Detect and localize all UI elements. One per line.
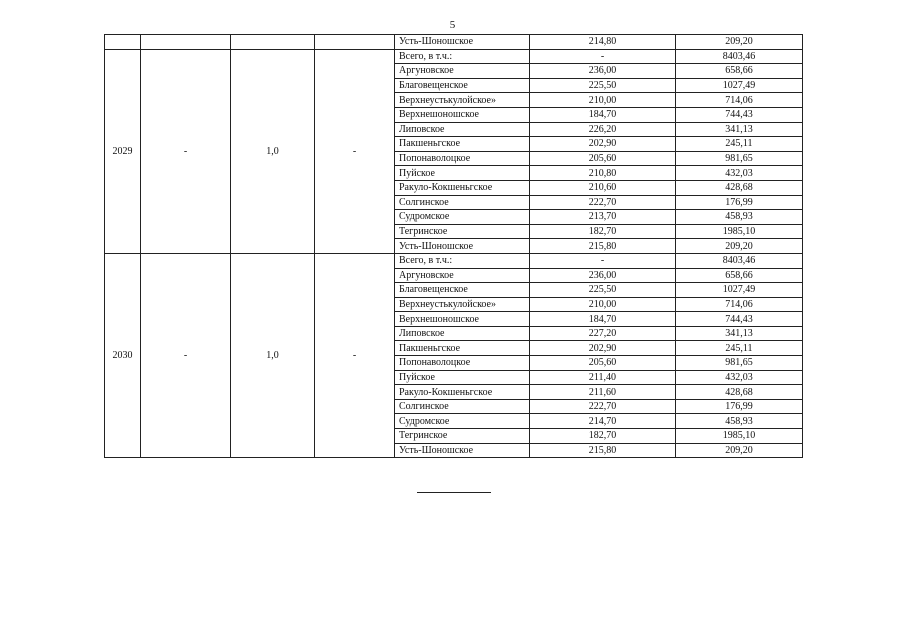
year-cell xyxy=(105,35,141,50)
settlement-name-cell: Пакшеньгское xyxy=(395,137,530,152)
settlement-name-cell: Пуйское xyxy=(395,166,530,181)
settlement-name-cell: Верхнешоношское xyxy=(395,107,530,122)
value2-cell: 176,99 xyxy=(676,399,803,414)
col3-cell: 1,0 xyxy=(231,253,315,457)
value1-cell: - xyxy=(530,253,676,268)
value1-cell: 211,60 xyxy=(530,385,676,400)
value2-cell: 458,93 xyxy=(676,414,803,429)
value2-cell: 714,06 xyxy=(676,297,803,312)
value2-cell: 744,43 xyxy=(676,107,803,122)
cell-col3 xyxy=(231,35,315,50)
value1-cell: 202,90 xyxy=(530,137,676,152)
value2-cell: 8403,46 xyxy=(676,49,803,64)
settlement-name-cell: Верхнеустькулойское» xyxy=(395,93,530,108)
value2-cell: 209,20 xyxy=(676,443,803,458)
settlement-name-cell: Благовещенское xyxy=(395,283,530,298)
value1-cell: 214,80 xyxy=(530,35,676,50)
settlement-name-cell: Благовещенское xyxy=(395,78,530,93)
value2-cell: 245,11 xyxy=(676,137,803,152)
year-cell: 2029 xyxy=(105,49,141,253)
value2-cell: 981,65 xyxy=(676,151,803,166)
value2-cell: 744,43 xyxy=(676,312,803,327)
col2-cell: - xyxy=(141,253,231,457)
value1-cell: 225,50 xyxy=(530,283,676,298)
value1-cell: 227,20 xyxy=(530,326,676,341)
settlement-name-cell: Аргуновское xyxy=(395,64,530,79)
value2-cell: 981,65 xyxy=(676,356,803,371)
value2-cell: 458,93 xyxy=(676,210,803,225)
table-body xyxy=(105,35,803,458)
settlement-name-cell: Ракуло-Кокшеньгское xyxy=(395,180,530,195)
value1-cell: 215,80 xyxy=(530,443,676,458)
settlement-name-cell: Верхнеустькулойское» xyxy=(395,297,530,312)
table-row xyxy=(105,49,803,64)
col2-cell: - xyxy=(141,49,231,253)
value2-cell: 1985,10 xyxy=(676,224,803,239)
value2-cell: 1985,10 xyxy=(676,429,803,444)
settlement-name-cell: Тегринское xyxy=(395,224,530,239)
settlement-name-cell: Усть-Шоношское xyxy=(395,239,530,254)
col4-cell: - xyxy=(315,253,395,457)
value1-cell: 236,00 xyxy=(530,268,676,283)
value1-cell: 182,70 xyxy=(530,429,676,444)
data-table xyxy=(104,34,803,458)
value1-cell: 210,60 xyxy=(530,180,676,195)
value1-cell: 211,40 xyxy=(530,370,676,385)
value1-cell: 225,50 xyxy=(530,78,676,93)
settlement-name-cell: Всего, в т.ч.: xyxy=(395,49,530,64)
settlement-name-cell: Судромское xyxy=(395,414,530,429)
value1-cell: 182,70 xyxy=(530,224,676,239)
settlement-name-cell: Солгинское xyxy=(395,195,530,210)
value1-cell: 205,60 xyxy=(530,151,676,166)
value2-cell: 341,13 xyxy=(676,122,803,137)
cell-col4 xyxy=(315,35,395,50)
year-cell: 2030 xyxy=(105,253,141,457)
settlement-name-cell: Усть-Шоношское xyxy=(395,35,530,50)
value2-cell: 1027,49 xyxy=(676,283,803,298)
value2-cell: 8403,46 xyxy=(676,253,803,268)
table-row xyxy=(105,253,803,268)
cell-col2 xyxy=(141,35,231,50)
value2-cell: 176,99 xyxy=(676,195,803,210)
value2-cell: 341,13 xyxy=(676,326,803,341)
col4-cell: - xyxy=(315,49,395,253)
value1-cell: 226,20 xyxy=(530,122,676,137)
settlement-name-cell: Аргуновское xyxy=(395,268,530,283)
value2-cell: 432,03 xyxy=(676,166,803,181)
settlement-name-cell: Тегринское xyxy=(395,429,530,444)
value1-cell: 205,60 xyxy=(530,356,676,371)
table-row xyxy=(105,35,803,50)
value1-cell: 215,80 xyxy=(530,239,676,254)
settlement-name-cell: Пуйское xyxy=(395,370,530,385)
value2-cell: 1027,49 xyxy=(676,78,803,93)
settlement-name-cell: Всего, в т.ч.: xyxy=(395,253,530,268)
value2-cell: 428,68 xyxy=(676,180,803,195)
value1-cell: - xyxy=(530,49,676,64)
value1-cell: 213,70 xyxy=(530,210,676,225)
settlement-name-cell: Попонаволоцкое xyxy=(395,151,530,166)
value1-cell: 236,00 xyxy=(530,64,676,79)
value1-cell: 210,00 xyxy=(530,297,676,312)
value2-cell: 714,06 xyxy=(676,93,803,108)
value2-cell: 658,66 xyxy=(676,268,803,283)
value2-cell: 658,66 xyxy=(676,64,803,79)
settlement-name-cell: Верхнешоношское xyxy=(395,312,530,327)
value1-cell: 210,00 xyxy=(530,93,676,108)
value2-cell: 209,20 xyxy=(676,35,803,50)
settlement-name-cell: Судромское xyxy=(395,210,530,225)
value1-cell: 202,90 xyxy=(530,341,676,356)
settlement-name-cell: Липовское xyxy=(395,326,530,341)
settlement-name-cell: Попонаволоцкое xyxy=(395,356,530,371)
value2-cell: 432,03 xyxy=(676,370,803,385)
value1-cell: 222,70 xyxy=(530,399,676,414)
col3-cell: 1,0 xyxy=(231,49,315,253)
value1-cell: 184,70 xyxy=(530,312,676,327)
value1-cell: 214,70 xyxy=(530,414,676,429)
value1-cell: 222,70 xyxy=(530,195,676,210)
settlement-name-cell: Пакшеньгское xyxy=(395,341,530,356)
footer-rule xyxy=(417,492,491,493)
page-number: 5 xyxy=(449,19,456,31)
value2-cell: 245,11 xyxy=(676,341,803,356)
value2-cell: 209,20 xyxy=(676,239,803,254)
settlement-name-cell: Ракуло-Кокшеньгское xyxy=(395,385,530,400)
settlement-name-cell: Липовское xyxy=(395,122,530,137)
settlement-name-cell: Солгинское xyxy=(395,399,530,414)
value1-cell: 210,80 xyxy=(530,166,676,181)
value2-cell: 428,68 xyxy=(676,385,803,400)
settlement-name-cell: Усть-Шоношское xyxy=(395,443,530,458)
value1-cell: 184,70 xyxy=(530,107,676,122)
